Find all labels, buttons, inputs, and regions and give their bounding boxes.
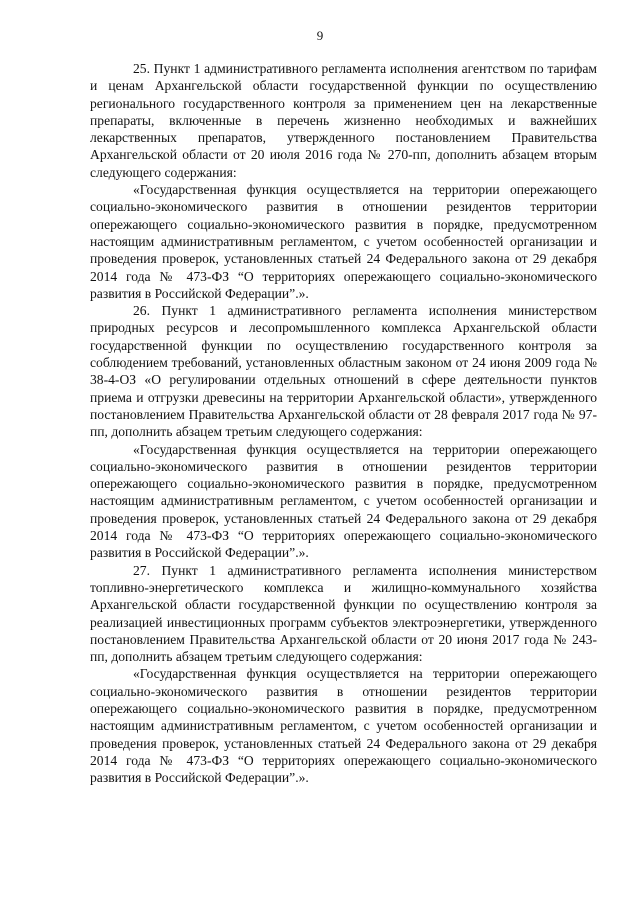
paragraph-item-26: 26. Пункт 1 административного регламента исполнения министерством природных ресурсов и лесопромышленного комплекса Архангельской области государственной функции по осуществлению государственного контроля за соблюдением требований, установленных областным законом от 24 июня 2009 года № 38-4-ОЗ «О регулировании отдельных отношений в сфере деятельности пунктов приема и отгрузки древесины на территории Архангельской области», утвержденного постановлением Правительства Архангельской области от 28 февраля 2017 года № 97-пп, дополнить абзацем третьим следующего содержания: — [90, 303, 597, 440]
paragraph-quote-27: «Государственная функция осуществляется на территории опережающего социально-экономического развития в отношении резидентов территории опережающего социально-экономического развития в порядке, предусмотренном настоящим административным регламентом, с учетом особенностей организации и проведения проверок, установленных статьей 24 Федерального закона от 29 декабря 2014 года № 473-ФЗ “О территориях опережающего социально-экономического развития в Российской Федерации”.». — [90, 666, 597, 786]
paragraph-quote-26: «Государственная функция осуществляется на территории опережающего социально-экономического развития в отношении резидентов территории опережающего социально-экономического развития в порядке, предусмотренном настоящим административным регламентом, с учетом особенностей организации и проведения проверок, установленных статьей 24 Федерального закона от 29 декабря 2014 года № 473-ФЗ “О территориях опережающего социально-экономического развития в Российской Федерации”.». — [90, 441, 597, 561]
paragraph-quote-25: «Государственная функция осуществляется на территории опережающего социально-экономического развития в отношении резидентов территории опережающего социально-экономического развития в порядке, предусмотренном настоящим административным регламентом, с учетом особенностей организации и проведения проверок, установленных статьей 24 Федерального закона от 29 декабря 2014 года № 473-ФЗ “О территориях опережающего социально-экономического развития в Российской Федерации”.». — [90, 182, 597, 301]
paragraph-item-27: 27. Пункт 1 административного регламента исполнения министерством топливно-энергетического комплекса и жилищно-коммунального хозяйства Архангельской области государственной функции по осуществлению контроля за реализацией инвестиционных программ субъектов электроэнергетики, утвержденного постановлением Правительства Архангельской области от 20 июня 2017 года № 243-пп, дополнить абзацем третьим следующего содержания: — [90, 562, 597, 665]
paragraph-item-25: 25. Пункт 1 административного регламента исполнения агентством по тарифам и ценам Архангельской области государственной функции по осуществлению регионального государственного контроля за применением цен на лекарственные препараты, включенные в перечень жизненно необходимых и важнейших лекарственных препаратов, утвержденного постановлением Правительства Архангельской области от 20 июля 2016 года № 270-пп, дополнить абзацем вторым следующего содержания: — [90, 61, 597, 180]
document-body — [90, 60, 597, 786]
page-number: 9 — [316, 28, 324, 43]
